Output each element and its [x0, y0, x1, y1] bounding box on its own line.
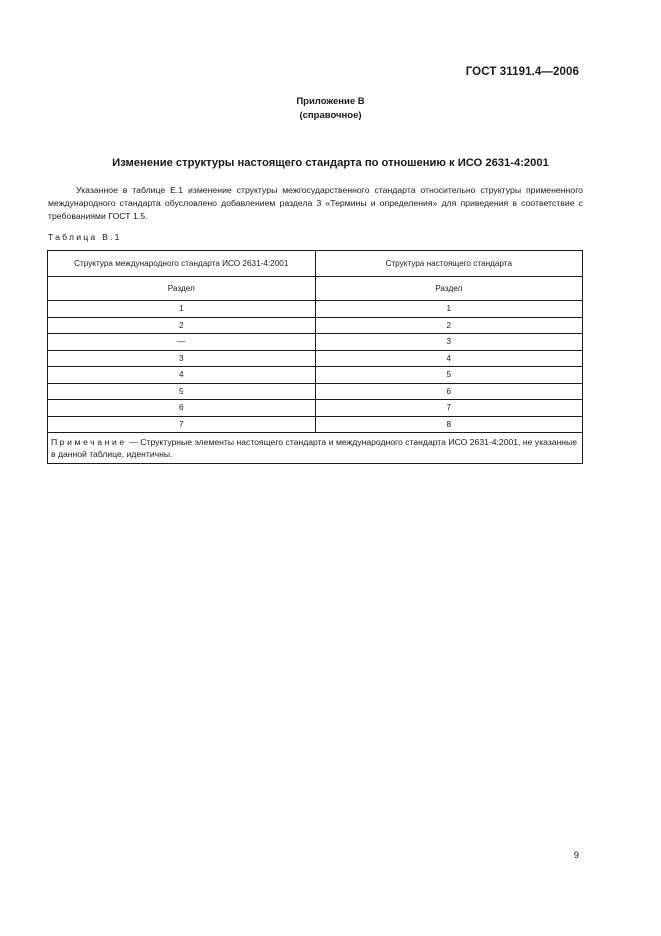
- table-cell: 6: [315, 383, 582, 400]
- table-cell: 8: [315, 416, 582, 433]
- table-cell: 3: [315, 334, 582, 351]
- table-row: [48, 301, 583, 318]
- table-cell: 2: [315, 317, 582, 334]
- table-cell: 2: [48, 317, 316, 334]
- table-caption: Таблица В.1: [48, 232, 122, 242]
- table-row: [48, 334, 583, 351]
- table-cell: 5: [315, 367, 582, 384]
- appendix-subtitle: (справочное): [299, 110, 362, 121]
- page-number: 9: [573, 850, 579, 861]
- table-row: [48, 350, 583, 367]
- table-note-row: [48, 433, 583, 464]
- table-row: [48, 367, 583, 384]
- document-code: ГОСТ 31191.4—2006: [465, 66, 579, 78]
- table-cell: 7: [48, 416, 316, 433]
- appendix-title: Приложение В: [296, 96, 365, 107]
- column-header-national: Структура настоящего стандарта: [315, 251, 582, 277]
- appendix-heading: [0, 95, 661, 123]
- subheader-section-national: Раздел: [315, 277, 582, 301]
- column-header-international: Структура международного стандарта ИСО 2631-4:2001: [48, 251, 316, 277]
- table-cell: 1: [315, 301, 582, 318]
- table-body: [48, 301, 583, 464]
- subheader-section-international: Раздел: [48, 277, 316, 301]
- note-label: Примечание: [51, 437, 127, 447]
- table-cell: 4: [48, 367, 316, 384]
- table-row: [48, 317, 583, 334]
- table-cell: 4: [315, 350, 582, 367]
- table-row: [48, 400, 583, 417]
- table-row: [48, 416, 583, 433]
- table-note: [48, 433, 583, 464]
- note-text: — Структурные элементы настоящего стандарта и международного стандарта ИСО 2631-4:2001, не указанные в данной таблице, идентичны.: [51, 437, 577, 459]
- table-cell: —: [48, 334, 316, 351]
- table-cell: 1: [48, 301, 316, 318]
- table-cell: 3: [48, 350, 316, 367]
- table-cell: 6: [48, 400, 316, 417]
- intro-paragraph: Указанное в таблице Е.1 изменение структуры межгосударственного стандарта относительно структуры примененного международного стандарта обусловлено добавлением раздела 3 «Термины и определения» для приведения в соответствие с требованиями ГОСТ 1.5.: [48, 185, 583, 221]
- section-title: Изменение структуры настоящего стандарта по отношению к ИСО 2631-4:2001: [112, 157, 549, 169]
- structure-table: [47, 250, 583, 464]
- table-cell: 5: [48, 383, 316, 400]
- table-row: [48, 383, 583, 400]
- table-cell: 7: [315, 400, 582, 417]
